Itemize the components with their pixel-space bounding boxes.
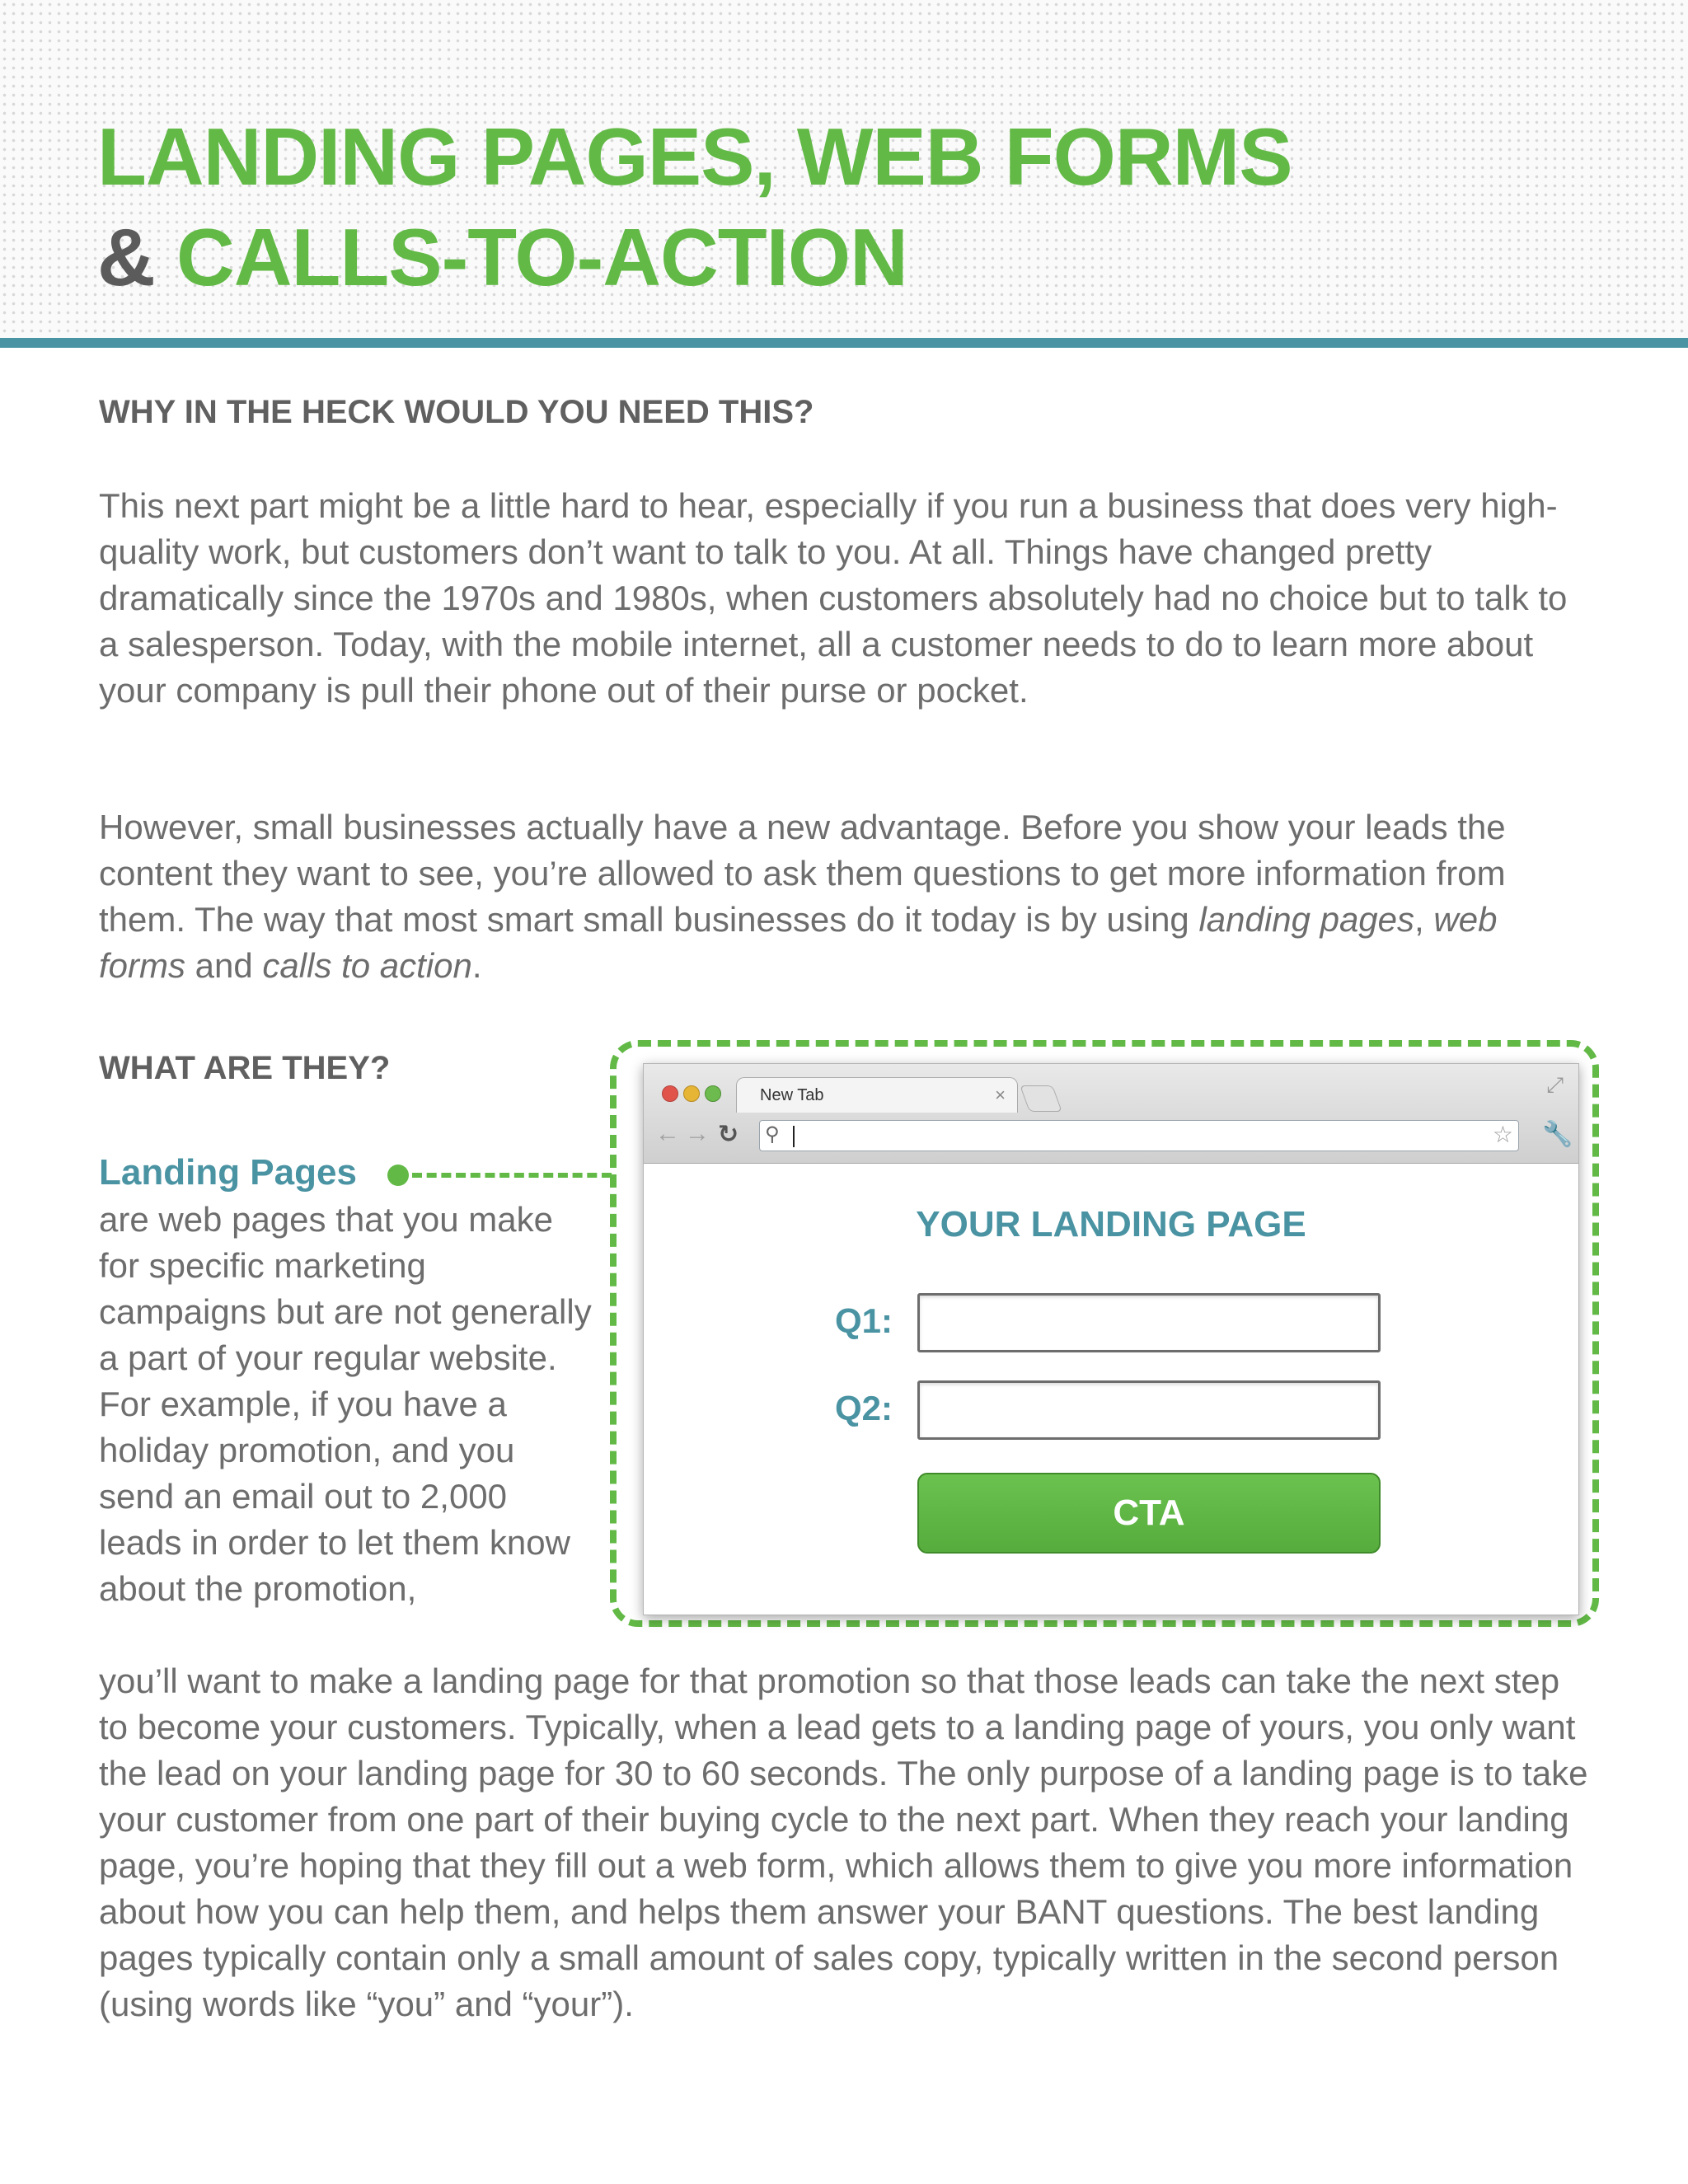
browser-window-illustration: [643, 1063, 1579, 1615]
new-tab-button: [1020, 1085, 1062, 1112]
close-window-icon: [662, 1085, 678, 1102]
connector-dot: [387, 1165, 409, 1186]
q2-label: Q2:: [835, 1389, 893, 1427]
separator: and: [185, 946, 263, 985]
page-title-line1: LANDING PAGES, WEB FORMS: [97, 111, 1292, 202]
paragraph-intro: This next part might be a little hard to hear, especially if you run a business that does very high-quality work, but customers don’t want to talk to you. At all. Things have changed pretty dramatically since the 1970s and 1980s, when customers absolutely had no choice but to talk to a salesperson. Today, with the mobile internet, all a customer needs to do to learn more about your company is pull their phone out of their purse or pocket.: [99, 486, 1568, 710]
separator: ,: [1414, 900, 1434, 939]
back-arrow-icon: ←: [655, 1120, 680, 1147]
browser-tab: [736, 1077, 1018, 1113]
star-icon: ☆: [1492, 1122, 1513, 1147]
dashed-connector: [412, 1173, 612, 1178]
minimize-window-icon: [683, 1085, 700, 1102]
section-heading-what: WHAT ARE THEY?: [99, 1050, 391, 1086]
text-caret: [793, 1126, 795, 1147]
paragraph-end: .: [471, 946, 482, 985]
search-icon: ⚲: [765, 1123, 780, 1146]
maximize-window-icon: [705, 1085, 721, 1102]
q2-input: [917, 1380, 1381, 1440]
header-divider: [0, 338, 1688, 348]
resize-icon: ⤢: [1546, 1072, 1564, 1097]
tab-label: New Tab: [760, 1086, 824, 1104]
q1-input: [917, 1293, 1381, 1352]
address-bar: [759, 1120, 1519, 1151]
q1-label: Q1:: [835, 1301, 893, 1340]
browser-chrome: [644, 1064, 1578, 1164]
section-heading-why: WHY IN THE HECK WOULD YOU NEED THIS?: [99, 394, 814, 430]
page-title-line2: [97, 212, 907, 302]
term-calls-to-action: calls to action: [262, 946, 472, 985]
landing-pages-text-narrow: are web pages that you make for specific marketing campaigns but are not generally a part of your regular website. For example, if you have a holiday promotion, and you send an email out to 2,000 leads in order to let them know about the promotion,: [99, 1200, 592, 1608]
landing-page-title: YOUR LANDING PAGE: [916, 1204, 1306, 1244]
close-icon: ×: [995, 1085, 1006, 1105]
term-landing-pages: landing pages: [1198, 900, 1415, 939]
reload-icon: ↻: [718, 1121, 739, 1148]
term-web-forms: web forms: [99, 900, 1498, 985]
forward-arrow-icon: →: [685, 1120, 710, 1147]
paragraph-advantage-text: However, small businesses actually have a new advantage. Before you show your leads the content they want to see, you’re allowed to ask them questions to get more information from them. The way that most smart small businesses do it today is by using: [99, 808, 1506, 939]
landing-pages-heading: Landing Pages: [99, 1152, 357, 1193]
landing-pages-text-wide: you’ll want to make a landing page for that promotion so that those leads can take the next step to become your customers. Typically, when a lead gets to a landing page of yours, you only want the lead on your landing page for 30 to 60 seconds. The only purpose of a landing page is to take your customer from one part of their buying cycle to the next part. When they reach your landing page, you’re hoping that they fill out a web form, which allows them to give you more information about how you can help them, and helps them answer your BANT questions. The best landing pages typically contain only a small amount of sales copy, typically written in the second person (using words like “you” and “your”).: [99, 1661, 1588, 2023]
title-calls-to-action: CALLS-TO-ACTION: [176, 212, 907, 302]
paragraph-advantage: [99, 804, 1582, 989]
title-ampersand: &: [97, 212, 155, 302]
cta-button: CTA: [917, 1473, 1381, 1554]
wrench-icon: 🔧: [1542, 1121, 1573, 1148]
